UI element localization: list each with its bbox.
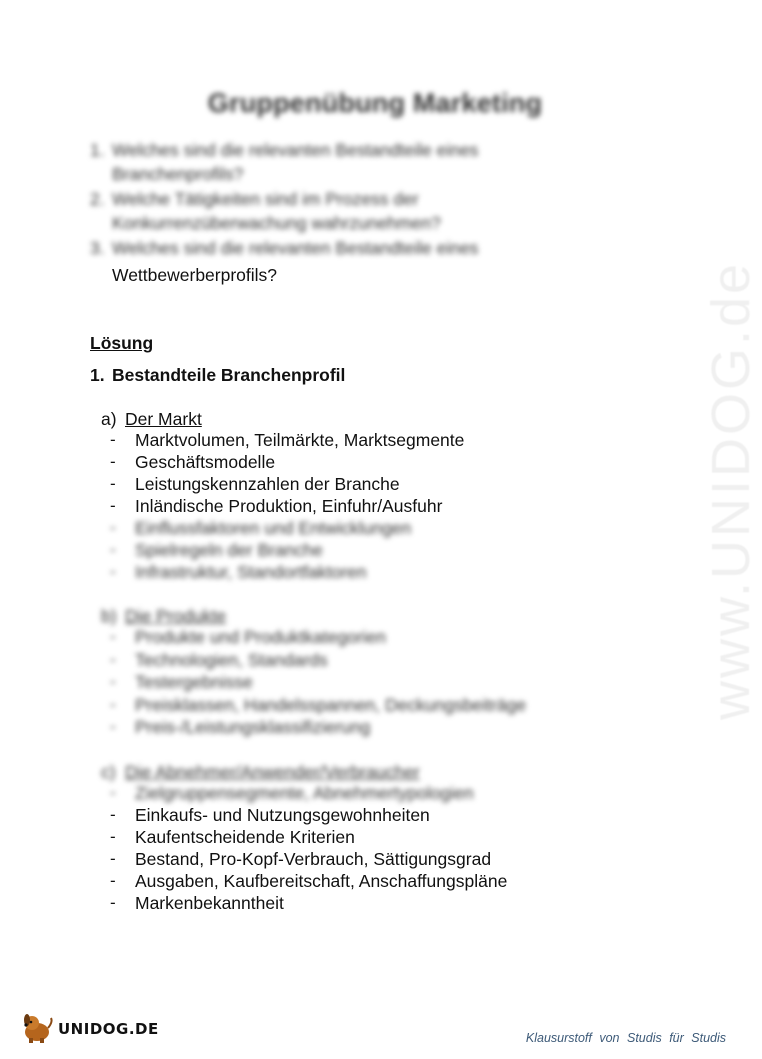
page-title: Gruppenübung Marketing [207, 88, 543, 118]
list-dash: - [110, 849, 116, 868]
list-dash: - [110, 496, 116, 515]
group-b-marker: b) [101, 606, 117, 626]
list-dash: - [110, 805, 116, 824]
list-dash: - [110, 783, 116, 802]
list-dash: - [110, 650, 116, 669]
group-a-title: Der Markt [125, 409, 202, 429]
question-number: 1. [90, 140, 105, 160]
list-item: Infrastruktur, Standortfaktoren [135, 562, 367, 582]
list-dash: - [110, 672, 116, 691]
list-item: Produkte und Produktkategorien [135, 627, 386, 647]
question-text-cont: Wettbewerberprofils? [112, 265, 278, 285]
dog-icon [20, 1010, 54, 1049]
solution-heading: Lösung [90, 333, 154, 353]
list-item: Inländische Produktion, Einfuhr/Ausfuhr [135, 496, 443, 516]
list-dash: - [110, 893, 116, 912]
list-item: Leistungskennzahlen der Branche [135, 474, 400, 494]
list-dash: - [110, 627, 116, 646]
section-1-title: Bestandteile Branchenprofil [112, 365, 346, 385]
unidog-logo [20, 1012, 159, 1046]
question-number: 2. [90, 189, 105, 209]
list-dash: - [110, 827, 116, 846]
list-item: Preis-/Leistungsklassifizierung [135, 717, 371, 737]
list-dash: - [110, 695, 116, 714]
list-item: Spielregeln der Branche [135, 540, 323, 560]
question-text-cont: Branchenprofils? [112, 164, 244, 184]
list-item: Einflussfaktoren und Entwicklungen [135, 518, 412, 538]
list-item: Markenbekanntheit [135, 893, 284, 913]
question-text: Welches sind die relevanten Bestandteile eines [112, 140, 479, 160]
watermark: www.UNIDOG.de [701, 260, 761, 720]
list-dash: - [110, 518, 116, 537]
list-item: Einkaufs- und Nutzungsgewohnheiten [135, 805, 430, 825]
list-dash: - [110, 540, 116, 559]
list-item: Testergebnisse [135, 672, 253, 692]
list-item: Zielgruppensegmente, Abnehmertypologien [135, 783, 474, 803]
question-text-cont: Konkurrenzüberwachung wahrzunehmen? [112, 213, 441, 233]
list-item: Preisklassen, Handelsspannen, Deckungsbeiträge [135, 695, 527, 715]
footer-tagline: Klausurstoff von Studis für Studis [525, 1031, 726, 1045]
list-item: Kaufentscheidende Kriterien [135, 827, 355, 847]
list-item: Marktvolumen, Teilmärkte, Marktsegmente [135, 430, 465, 450]
list-dash: - [110, 717, 116, 736]
group-b-title: Die Produkte [125, 606, 227, 626]
list-item: Ausgaben, Kaufbereitschaft, Anschaffungspläne [135, 871, 508, 891]
group-c-marker: c) [101, 762, 116, 782]
list-dash: - [110, 474, 116, 493]
list-dash: - [110, 430, 116, 449]
section-1-number: 1. [90, 365, 105, 385]
question-text: Welche Tätigkeiten sind im Prozess der [112, 189, 419, 209]
group-a-marker: a) [101, 409, 117, 429]
list-dash: - [110, 452, 116, 471]
question-text: Welches sind die relevanten Bestandteile eines [112, 238, 479, 258]
group-c-title: Die Abnehmer/Anwender/Verbraucher [125, 762, 420, 782]
list-dash: - [110, 562, 116, 581]
question-number: 3. [90, 238, 105, 258]
list-item: Geschäftsmodelle [135, 452, 276, 472]
logo-text: UNIDOG.DE [58, 1020, 159, 1038]
list-dash: - [110, 871, 116, 890]
list-item: Bestand, Pro-Kopf-Verbrauch, Sättigungsgrad [135, 849, 492, 869]
list-item: Technologien, Standards [135, 650, 328, 670]
